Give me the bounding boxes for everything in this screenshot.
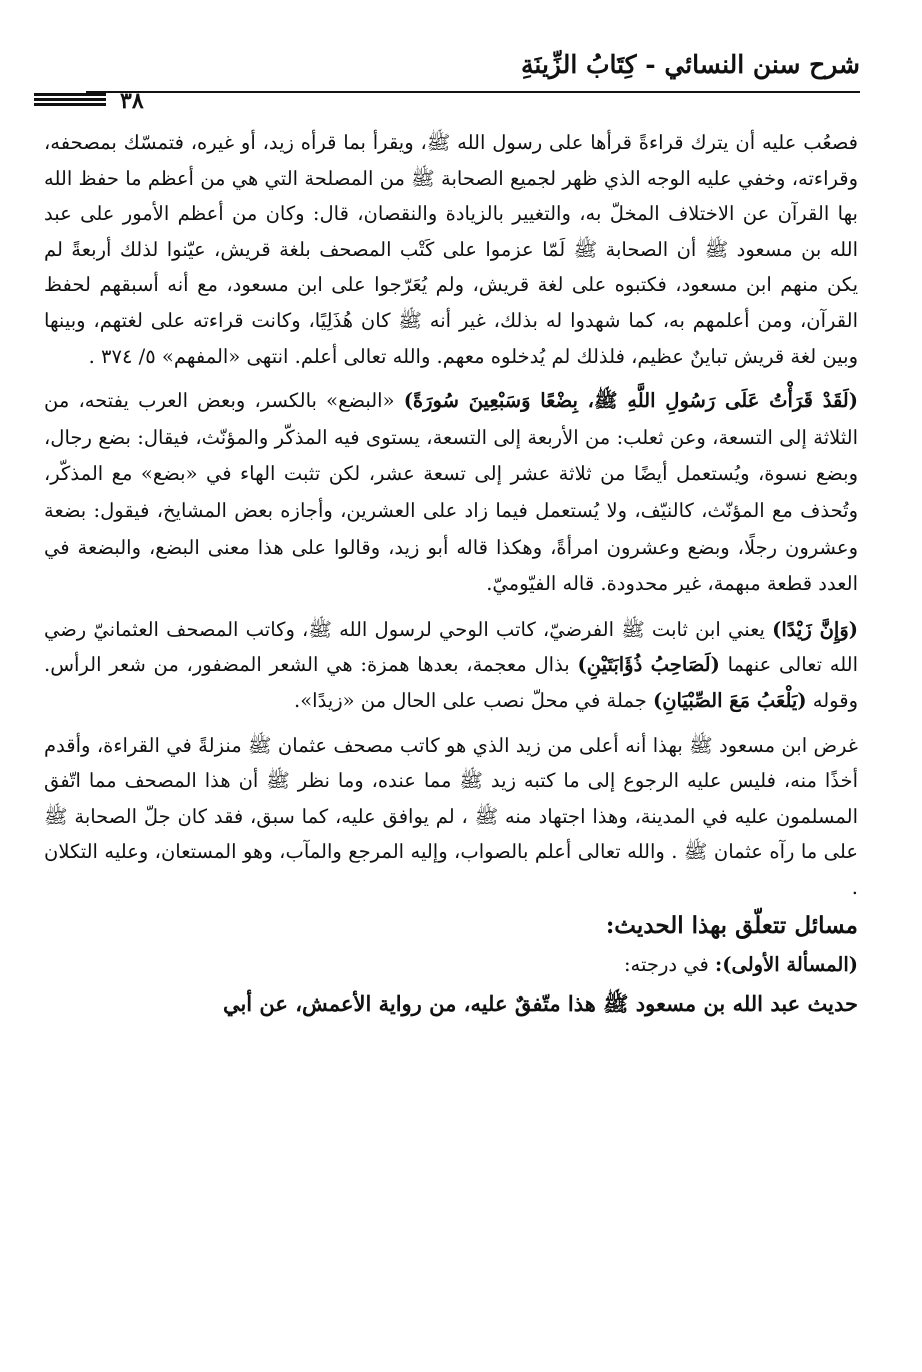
- section-heading: مسائل تتعلّق بهذا الحديث:: [605, 912, 858, 940]
- paragraph-text: بذال معجمة، بعدها همزة: هي الشعر المضفور، من شعر الرأس. وقوله: [44, 653, 858, 712]
- paragraph-commentary: فصعُب عليه أن يترك قراءةً قرأها على رسول الله ﷺ، ويقرأ بما قرأه زيد، أو غيره، فتمسّك بمصحفه، وقراءته، وخفي عليه الوجه الذي ظهر لجميع الصحابة ﷺ من المصلحة التي هي من أعظم ما حفظ الله بها القرآن عن الاختلاف المخلّ به، والتغيير بالزيادة والنقصان، قال: وكان من أعظم الأمور على عبد الله بن مسعود ﷺ أن الصحابة ﷺ لَمّا عزموا على كَتْب المصحف بلغة قريش، عيّنوا لذلك أربعةً لم يكن منهم ابن مسعود، فكتبوه على لغة قريش، ولم يُعَرّجوا على ابن مسعود، مع أنه أسبقهم لحفظ القرآن، ومن أعلمهم به، كما شهدوا له بذلك، غير أنه ﷺ كان هُذَلِيًا، وكانت قراءته على لغتهم، وبينها وبين لغة قريش تباينٌ عظيم، فلذلك لم يُدخلوه معهم. والله تعالى أعلم. انتهى «المفهم» ٥/ ٣٧٤ .: [44, 131, 858, 368]
- paragraph-text: جملة في محلّ نصب على الحال من «زيدًا».: [294, 688, 647, 712]
- paragraph-text: «البضع» بالكسر، وبعض العرب يفتحه، من الثلاثة إلى التسعة، وعن ثعلب: من الأربعة إلى التسعة، يستوى فيه المذكّر والمؤنّث، فيقال: بضع رجال، وبضع نسوة، ويُستعمل أيضًا من ثلاثة عشر إلى تسعة عشر، لكن تثبت الهاء في «بضع» مع المذكّر، وتُحذف مع المؤنّث، كالنيّف، ولا يُستعمل فيما زاد على العشرين، وأجازه بعض المشايخ، فيقول: بضعة وعشرون رجلًا، وبضع وعشرون امرأةً، وهكذا قاله أبو زيد، وقالوا على هذا معنى البضع، والبضعة في العدد قطعة مبهمة، غير محدودة. قاله الفيّوميّ.: [44, 389, 858, 596]
- paragraph-bid: [44, 383, 858, 603]
- hadith-line: حديث عبد الله بن مسعود ﷺ هذا متّفقٌ عليه، من رواية الأعمش، عن أبي: [222, 991, 858, 1017]
- hadith-quote: (لَقَدْ قَرَأْتُ عَلَى رَسُولِ اللَّهِ ﷺ، بِضْعًا وَسَبْعِينَ سُورَةً): [403, 389, 858, 413]
- masala-text: في درجته:: [623, 953, 709, 977]
- hadith-quote: (لَصَاحِبُ ذُؤَابَتَيْنِ): [577, 653, 720, 677]
- hadith-quote: (يَلْعَبُ مَعَ الصِّبْيَانِ): [652, 688, 807, 712]
- masala-label: (المسألة الأولى):: [715, 953, 858, 977]
- page-body: [44, 125, 858, 1352]
- paragraph-text: يعني ابن ثابت ﷺ الفرضيّ، كاتب الوحي لرسول الله ﷺ، وكاتب المصحف العثمانيّ رضي الله تعالى عنهما: [44, 617, 859, 677]
- page-number-ornament: [34, 93, 106, 105]
- running-title: شرح سنن النسائي - كِتَابُ الزِّينَةِ: [521, 50, 860, 79]
- page-number: ٣٨: [120, 88, 144, 114]
- hadith-quote: (وَإِنَّ زَيْدًا): [772, 617, 858, 641]
- paragraph-gharad: غرض ابن مسعود ﷺ بهذا أنه أعلى من زيد الذي هو كاتب مصحف عثمان ﷺ منزلةً في القراءة، وأقدم أخذًا منه، فليس عليه الرجوع إلى ما كتبه زيد ﷺ مما عنده، وما نظر ﷺ أن هذا المصحف مما اتّفق المسلمون عليه في المدينة، وهذا اجتهاد منه ﷺ ، لم يوافق عليه، كما سبق، فقد كان جلّ الصحابة ﷺ على ما رآه عثمان ﷺ . والله تعالى أعلم بالصواب، وإليه المرجع والمآب، وهو المستعان، وعليه التكلان .: [44, 733, 858, 899]
- header-rule: [86, 91, 860, 93]
- masala-line: [44, 947, 858, 983]
- paragraph-zayd: [44, 612, 858, 719]
